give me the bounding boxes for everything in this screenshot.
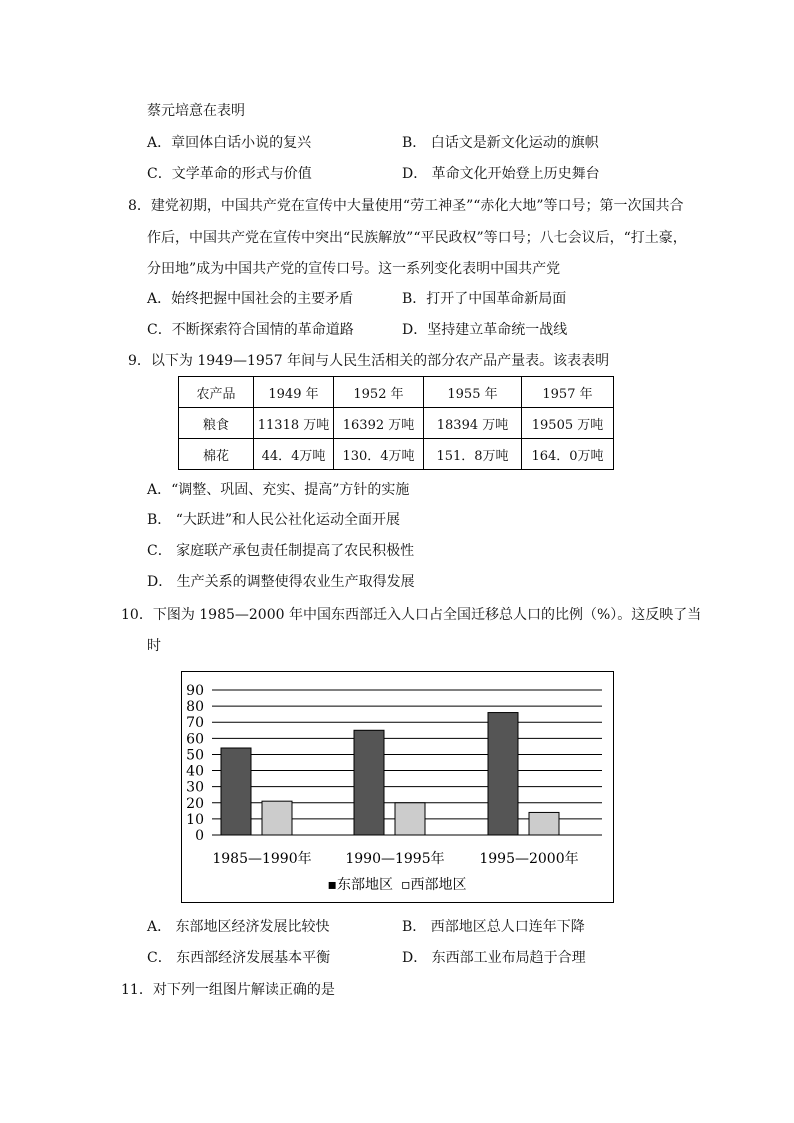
table-header-cell: 1955 年 (424, 377, 522, 408)
q8-option-c: C．不断探索符合国情的革命道路 (147, 322, 354, 338)
table-cell: 18394 万吨 (424, 408, 522, 439)
q7-option-a: A．章回体白话小说的复兴 (147, 135, 312, 151)
migration-chart-svg (182, 672, 613, 902)
q7-stem-tail: 蔡元培意在表明 (147, 103, 245, 119)
q7-option-c: C．文学革命的形式与价值 (147, 166, 312, 182)
y-tick-label: 50 (186, 747, 204, 764)
table-header-cell: 1949 年 (254, 377, 334, 408)
x-tick-label: 1990—1995年 (345, 851, 445, 867)
table-cell: 粮食 (179, 408, 254, 439)
table-cell: 19505 万吨 (522, 408, 614, 439)
table-cell: 11318 万吨 (254, 408, 334, 439)
q10-option-b: B． 西部地区总人口连年下降 (402, 919, 585, 935)
q11-stem: 11．对下列一组图片解读正确的是 (121, 982, 335, 998)
table-row (179, 408, 614, 439)
y-tick-label: 70 (186, 715, 204, 732)
table-cell: 棉花 (179, 439, 254, 470)
q9-option-a: A．“调整、巩固、充实、提高”方针的实施 (147, 482, 410, 498)
table-cell: 151．8万吨 (424, 439, 522, 470)
q8-stem-line-2: 作后，中国共产党在宣传中突出“民族解放”“平民政权”等口号；八七会议后，“打土豪， (147, 230, 687, 246)
q8-option-b: B．打开了中国革命新局面 (402, 291, 567, 307)
legend-entry: ▫西部地区 (401, 877, 467, 893)
y-tick-label: 30 (186, 779, 204, 796)
q9-option-c: C． 家庭联产承包责任制提高了农民积极性 (147, 543, 415, 559)
q10-option-a: A． 东部地区经济发展比较快 (147, 919, 330, 935)
production-table (178, 376, 614, 470)
q8-stem-line-3: 分田地”成为中国共产党的宣传口号。这一系列变化表明中国共产党 (147, 261, 561, 277)
table-header-cell: 农产品 (179, 377, 254, 408)
x-tick-label: 1995—2000年 (479, 851, 579, 867)
y-tick-label: 0 (195, 828, 204, 844)
migration-chart (181, 671, 614, 903)
q10-stem-line-2: 时 (147, 638, 161, 654)
bar-east (221, 748, 251, 835)
bar-east (354, 730, 384, 835)
q9-option-d: D． 生产关系的调整使得农业生产取得发展 (147, 574, 415, 590)
y-tick-label: 80 (186, 699, 204, 716)
bar-west (262, 801, 292, 835)
y-tick-label: 20 (186, 795, 204, 812)
bar-west (529, 812, 559, 835)
table-cell: 16392 万吨 (334, 408, 424, 439)
q8-option-d: D．坚持建立革命统一战线 (402, 322, 568, 338)
table-row (179, 439, 614, 470)
q7-option-b: B． 白话文是新文化运动的旗帜 (402, 135, 599, 151)
q8-stem-line-1: 8．建党初期，中国共产党在宣传中大量使用“劳工神圣”“赤化大地”等口号；第一次国共合 (128, 198, 684, 214)
q9-option-b: B． “大跃进”和人民公社化运动全面开展 (147, 512, 401, 528)
bar-west (395, 803, 425, 835)
legend-entry: ▪东部地区 (327, 877, 393, 893)
y-tick-label: 10 (186, 811, 204, 828)
q10-stem-line-1: 10．下图为 1985—2000 年中国东西部迁入人口占全国迁移总人口的比例（%）。这反映了当 (121, 607, 702, 623)
table-cell: 130．4万吨 (334, 439, 424, 470)
q10-option-c: C． 东西部经济发展基本平衡 (147, 950, 331, 966)
q7-option-d: D． 革命文化开始登上历史舞台 (402, 166, 600, 182)
table-header-cell: 1952 年 (334, 377, 424, 408)
q8-option-a: A．始终把握中国社会的主要矛盾 (147, 291, 354, 307)
y-tick-label: 90 (186, 683, 204, 699)
bar-east (488, 713, 518, 835)
y-tick-label: 60 (186, 731, 204, 748)
y-tick-label: 40 (186, 763, 204, 780)
q9-stem: 9．以下为 1949—1957 年间与人民生活相关的部分农产品产量表。该表表明 (128, 353, 610, 369)
table-cell: 164．0万吨 (522, 439, 614, 470)
q10-option-d: D． 东西部工业布局趋于合理 (402, 950, 586, 966)
table-header-row (179, 377, 614, 408)
table-cell: 44．4万吨 (254, 439, 334, 470)
table-header-cell: 1957 年 (522, 377, 614, 408)
chart-legend (328, 876, 467, 893)
x-tick-label: 1985—1990年 (212, 851, 312, 867)
